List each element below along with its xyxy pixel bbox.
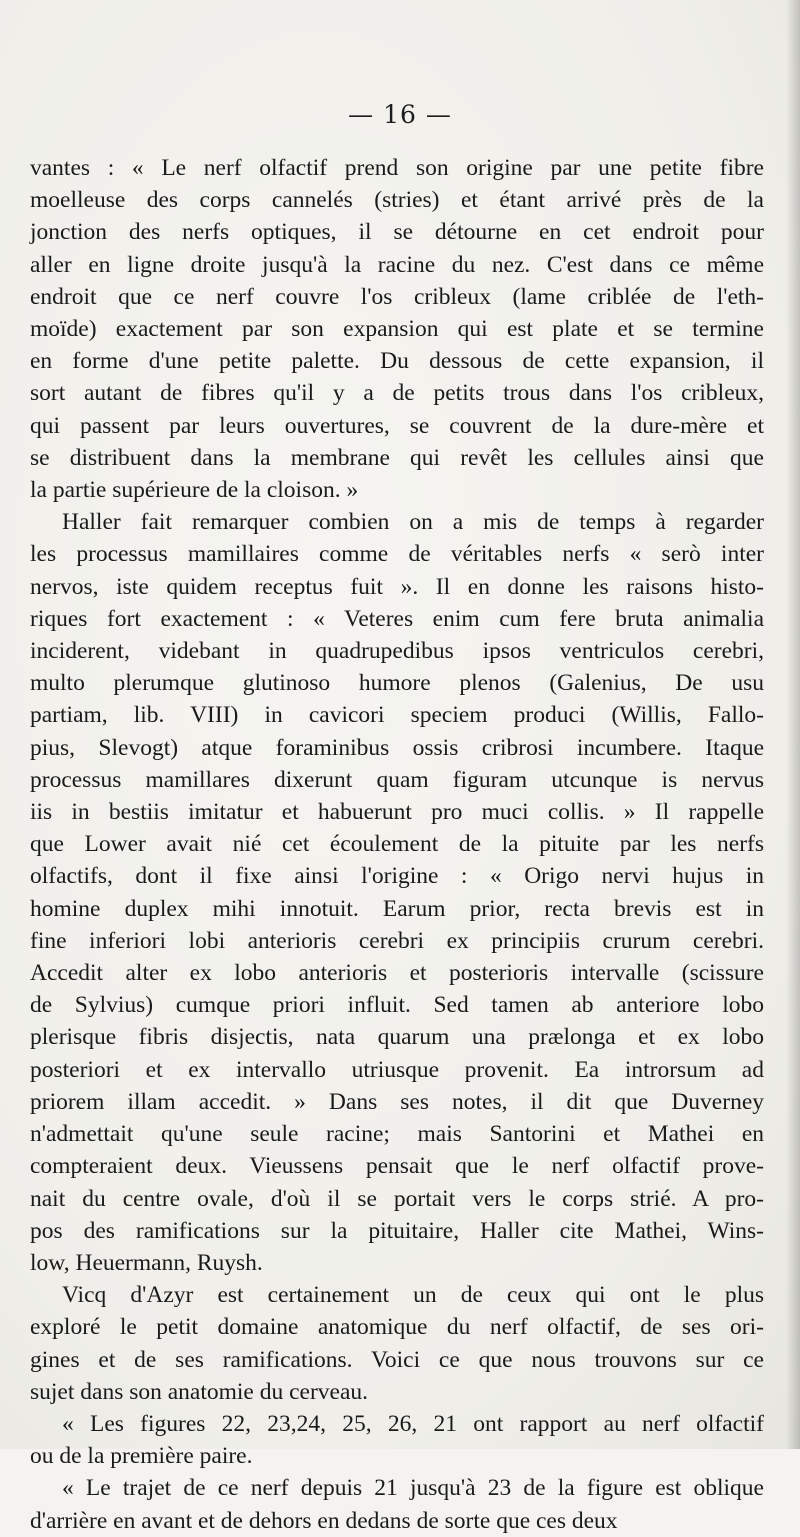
- text-line: exploré le petit domaine anatomique du nerf olfactif, de ses ori-: [30, 1314, 764, 1341]
- text-line: low, Heuermann, Ruysh.: [30, 1249, 263, 1276]
- text-line: pos des ramifications sur la pituitaire, Haller cite Mathei, Wins-: [30, 1217, 764, 1244]
- text-line: de Sylvius) cumque priori influit. Sed tamen ab anteriore lobo: [30, 992, 764, 1019]
- text-line: aller en ligne droite jusqu'à la racine du nez. C'est dans ce même: [30, 251, 764, 278]
- text-line: fine inferiori lobi anterioris cerebri ex principiis crurum cerebri.: [30, 927, 764, 954]
- text-line: Vicq d'Azyr est certainement un de ceux qui ont le plus: [62, 1282, 764, 1309]
- text-line: nervos, iste quidem receptus fuit ». Il en donne les raisons histo-: [30, 573, 764, 600]
- text-line: sort autant de fibres qu'il y a de petits trous dans l'os cribleux,: [30, 380, 764, 407]
- text-line: les processus mamillaires comme de véritables nerfs « serò inter: [30, 541, 764, 568]
- text-line: ou de la première paire.: [30, 1443, 253, 1470]
- text-line: plerisque fibris disjectis, nata quarum una prælonga et ex lobo: [30, 1024, 764, 1051]
- text-line: endroit que ce nerf couvre l'os cribleux (lame criblée de l'eth-: [30, 283, 764, 310]
- text-line: Accedit alter ex lobo anterioris et posterioris intervalle (scissure: [30, 960, 764, 987]
- text-line: d'arrière en avant et de dehors en dedans de sorte que ces deux: [30, 1507, 618, 1534]
- text-line: processus mamillares dixerunt quam figuram utcunque is nervus: [30, 766, 764, 793]
- text-line: inciderent, videbant in quadrupedibus ipsos ventriculos cerebri,: [30, 638, 764, 665]
- text-line: qui passent par leurs ouvertures, se couvrent de la dure-mère et: [30, 412, 764, 439]
- text-line: compteraient deux. Vieussens pensait que le nerf olfactif prove-: [30, 1153, 764, 1180]
- paragraph: [30, 506, 764, 1279]
- text-line: riques fort exactement : « Veteres enim cum fere bruta animalia: [30, 605, 764, 632]
- text-line: « Le trajet de ce nerf depuis 21 jusqu'à 23 de la figure est oblique: [62, 1475, 764, 1502]
- text-line: nait du centre ovale, d'où il se portait vers le corps strié. A pro-: [30, 1185, 764, 1212]
- text-line: pius, Slevogt) atque foraminibus ossis cribrosi incumbere. Itaque: [30, 734, 764, 761]
- text-line: iis in bestiis imitatur et habuerunt pro muci collis. » Il rappelle: [30, 799, 764, 826]
- text-line: jonction des nerfs optiques, il se détourne en cet endroit pour: [30, 219, 764, 246]
- text-line: gines et de ses ramifications. Voici ce que nous trouvons sur ce: [30, 1346, 764, 1373]
- body-text: [30, 152, 764, 1537]
- paragraph: [30, 1408, 764, 1472]
- text-line: n'admettait qu'une seule racine; mais Santorini et Mathei en: [30, 1121, 764, 1148]
- paragraph: [30, 1279, 764, 1408]
- text-line: en forme d'une petite palette. Du dessous de cette expansion, il: [30, 348, 764, 375]
- text-line: se distribuent dans la membrane qui revêt les cellules ainsi que: [30, 444, 764, 471]
- text-line: la partie supérieure de la cloison. »: [30, 477, 359, 504]
- text-line: olfactifs, dont il fixe ainsi l'origine : « Origo nervi hujus in: [30, 863, 764, 890]
- text-line: moïde) exactement par son expansion qui est plate et se termine: [30, 316, 764, 343]
- page-edge-shadow: [786, 0, 800, 1449]
- text-line: posteriori et ex intervallo utriusque provenit. Ea introrsum ad: [30, 1056, 764, 1083]
- text-line: homine duplex mihi innotuit. Earum prior, recta brevis est in: [30, 895, 764, 922]
- paragraph: [30, 152, 764, 506]
- text-line: vantes : « Le nerf olfactif prend son origine par une petite fibre: [30, 155, 764, 181]
- text-line: partiam, lib. VIII) in cavicori speciem produci (Willis, Fallo-: [30, 702, 764, 729]
- text-line: Haller fait remarquer combien on a mis de temps à regarder: [62, 509, 764, 536]
- paragraph: [30, 1472, 764, 1536]
- text-line: priorem illam accedit. » Dans ses notes, il dit que Duverney: [30, 1088, 764, 1115]
- text-line: moelleuse des corps cannelés (stries) et étant arrivé près de la: [30, 187, 764, 214]
- text-line: « Les figures 22, 23,24, 25, 26, 21 ont rapport au nerf olfactif: [62, 1410, 764, 1437]
- page-number: — 16 —: [348, 100, 452, 129]
- text-line: que Lower avait nié cet écoulement de la pituite par les nerfs: [30, 831, 764, 858]
- text-line: sujet dans son anatomie du cerveau.: [30, 1378, 369, 1405]
- text-line: multo plerumque glutinoso humore plenos (Galenius, De usu: [30, 670, 764, 697]
